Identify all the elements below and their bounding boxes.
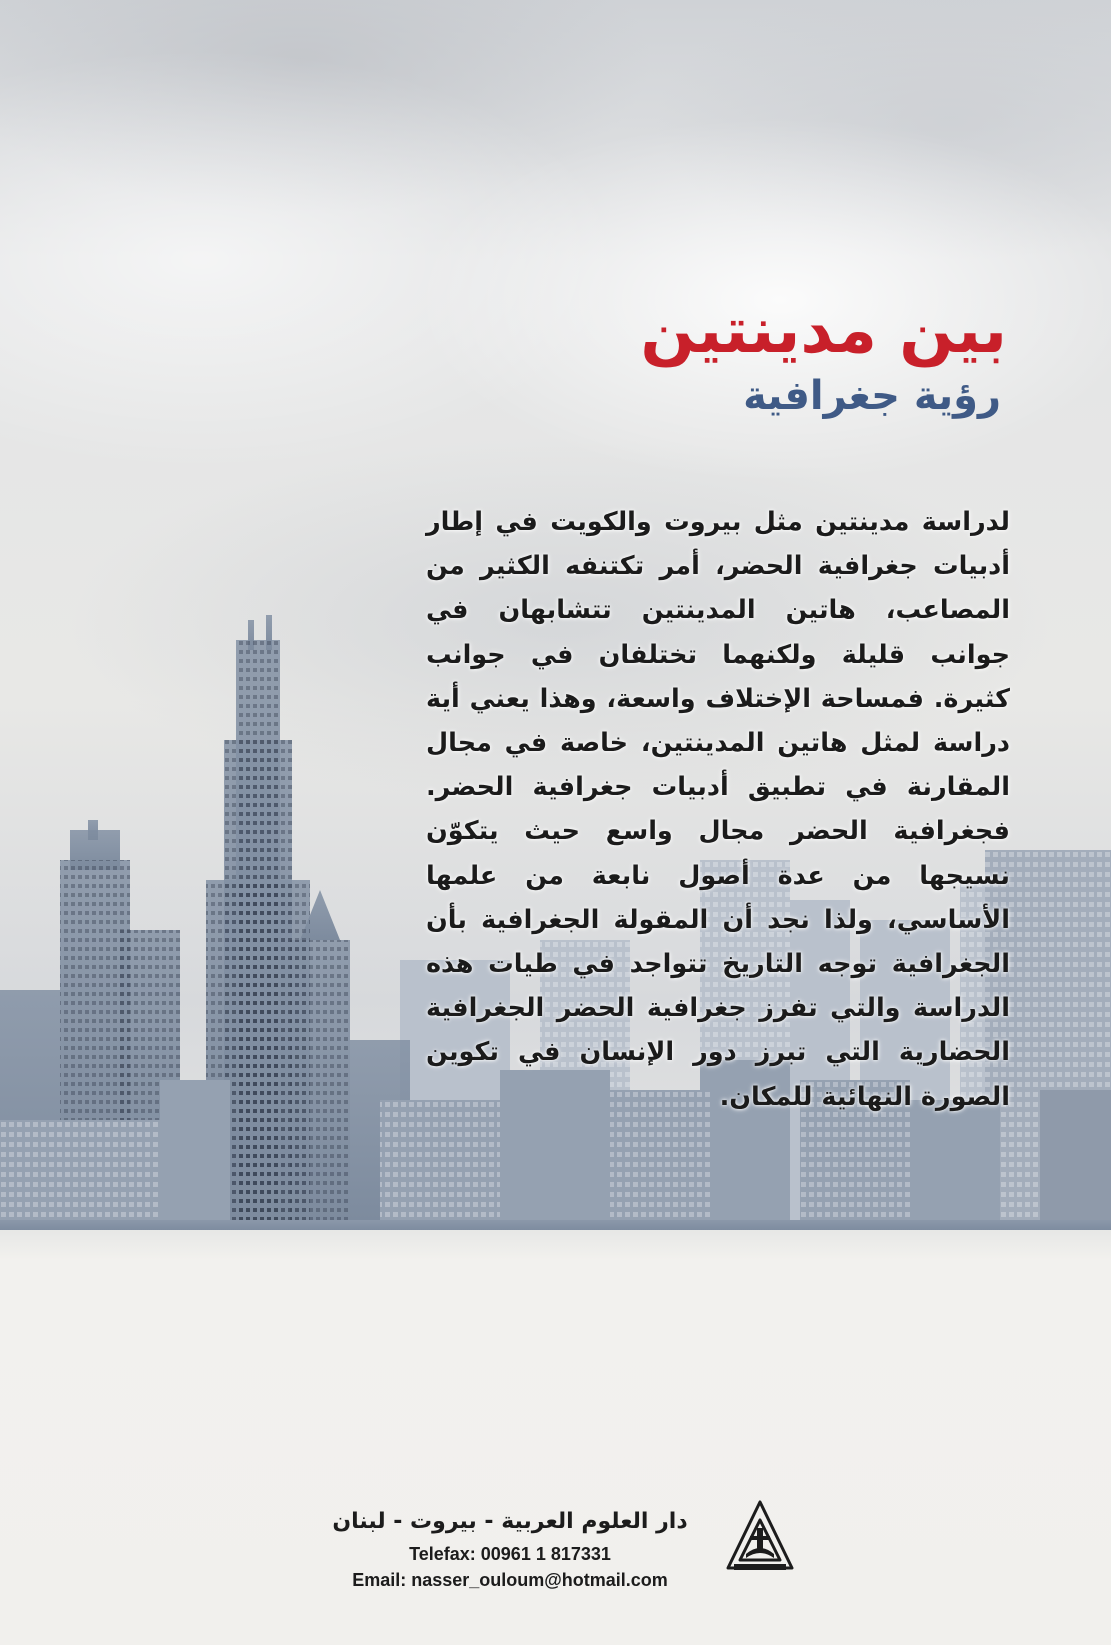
publisher-email: Email: nasser_ouloum@hotmail.com: [352, 1570, 668, 1590]
publisher-telefax: Telefax: 00961 1 817331: [409, 1544, 611, 1564]
publisher-name: دار العلوم العربية - بيروت - لبنان: [332, 1509, 688, 1534]
title-block: [307, 292, 1007, 422]
publisher-info: [300, 1505, 720, 1593]
publisher-logo-icon: [724, 1498, 796, 1578]
book-blurb: لدراسة مدينتين مثل بيروت والكويت في إطار أدبيات جغرافية الحضر، أمر تكتنفه الكثير من المصاعب، هاتين المدينتين تتشابهان في جوانب قليلة ولكنهما تختلفان في جوانب كثيرة. فمساحة الإختلاف واسعة، وهذا يعني أية دراسة لمثل هاتين المدينتين، خاصة في مجال المقارنة في تطبيق أدبيات جغرافية الحضر. فجغرافية الحضر مجال واسع حيث يتكوّن نسيجها من عدة أصول نابعة من علمها الأساسي، ولذا نجد أن المقولة الجغرافية بأن الجغرافية توجه التاريخ تتواجد في طيات هذه الدراسة والتي تفرز جغرافية الحضر الجغرافية الحضارية التي تبرز دور الإنسان في تكوين الصورة النهائية للمكان.: [426, 507, 1010, 1112]
book-subtitle: رؤية جغرافية: [743, 373, 1001, 419]
skyline-ground-band: [0, 1220, 1111, 1230]
book-title: بين مدينتين: [640, 294, 1007, 368]
